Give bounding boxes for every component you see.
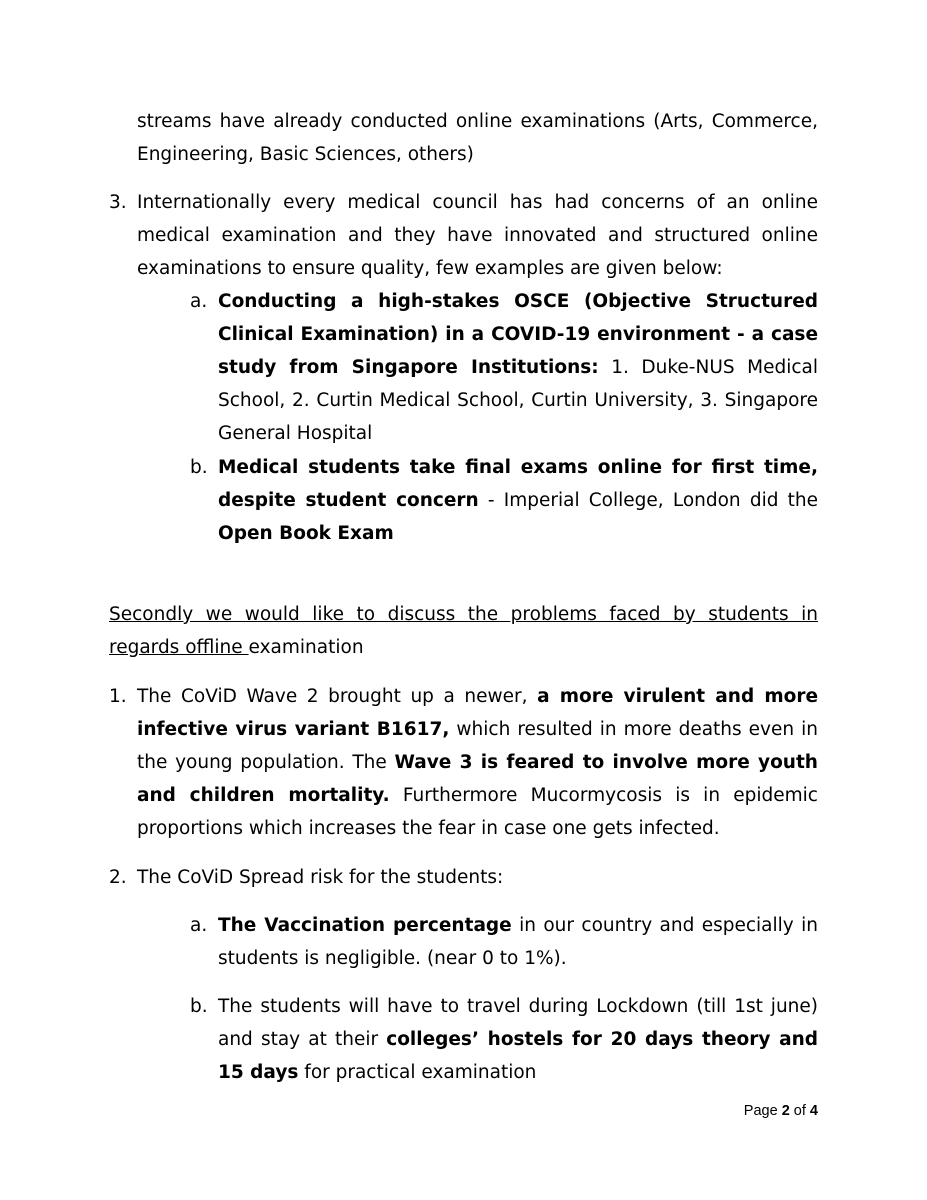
page-number-current: 2 bbox=[781, 1103, 790, 1119]
section-intro-underlined: Secondly we would like to discuss the problems faced by students in regards offline bbox=[109, 604, 818, 658]
sublist-letter-3a: a. bbox=[190, 291, 208, 312]
sublist-letter-3b: b. bbox=[190, 457, 208, 478]
list-number-1: 1. bbox=[109, 686, 127, 707]
sublist-item-3a: Conducting a high-stakes OSCE (Objective Structured Clinical Examination) in a COVID-19 environment - a case study from Singapore Institutions: 1. Duke-NUS Medical School, 2. Curtin Medical School, Curtin University, 3. Singapore General Hospital bbox=[218, 291, 819, 444]
list-item-3-text: Internationally every medical council has had concerns of an online medical examination and they have innovated and structured online examinations to ensure quality, few examples are given below: bbox=[137, 192, 818, 279]
list-item-2-text: The CoViD Spread risk for the students: bbox=[137, 867, 504, 888]
list-item-1-text: The CoViD Wave 2 brought up a newer, a more virulent and more infective virus variant B1617, which resulted in more deaths even in the young population. The Wave 3 is feared to involve more youth and children mortality. Furthermore Mucormycosis is in epidemic proportions which increases the fear in case one gets infected. bbox=[137, 686, 818, 839]
sublist-item-3b: Medical students take final exams online for first time, despite student concern - Imperial College, London did the Open Book Exam bbox=[218, 457, 818, 544]
sublist-item-3b-bold: Medical students take final exams online for first time, despite student concern bbox=[218, 457, 818, 511]
sublist-item-2b: The students will have to travel during Lockdown (till 1st june) and stay at their colleges’ hostels for 20 days theory and 15 days for practical examination bbox=[218, 996, 818, 1083]
section-intro-paragraph: Secondly we would like to discuss the problems faced by students in regards offline examination bbox=[109, 604, 818, 658]
sublist-item-2a: The Vaccination percentage in our country and especially in students is negligible. (near 0 to 1%). bbox=[218, 915, 818, 969]
sublist-item-3a-bold: Conducting a high-stakes OSCE (Objective Structured Clinical Examination) in a COVID-19 environment - a case study from Singapore Institutions: bbox=[218, 291, 818, 378]
sublist-letter-2b: b. bbox=[190, 996, 208, 1017]
page-number-total: 4 bbox=[809, 1103, 818, 1119]
continuation-paragraph: streams have already conducted online examinations (Arts, Commerce, Engineering, Basic Sciences, others) bbox=[137, 111, 818, 165]
list-number-3: 3. bbox=[109, 192, 127, 213]
list-number-2: 2. bbox=[109, 867, 127, 888]
sublist-letter-2a: a. bbox=[190, 915, 208, 936]
sublist-item-3b-bold2: Open Book Exam bbox=[218, 523, 394, 544]
page-footer: Page 2 of 4 bbox=[743, 1103, 818, 1119]
